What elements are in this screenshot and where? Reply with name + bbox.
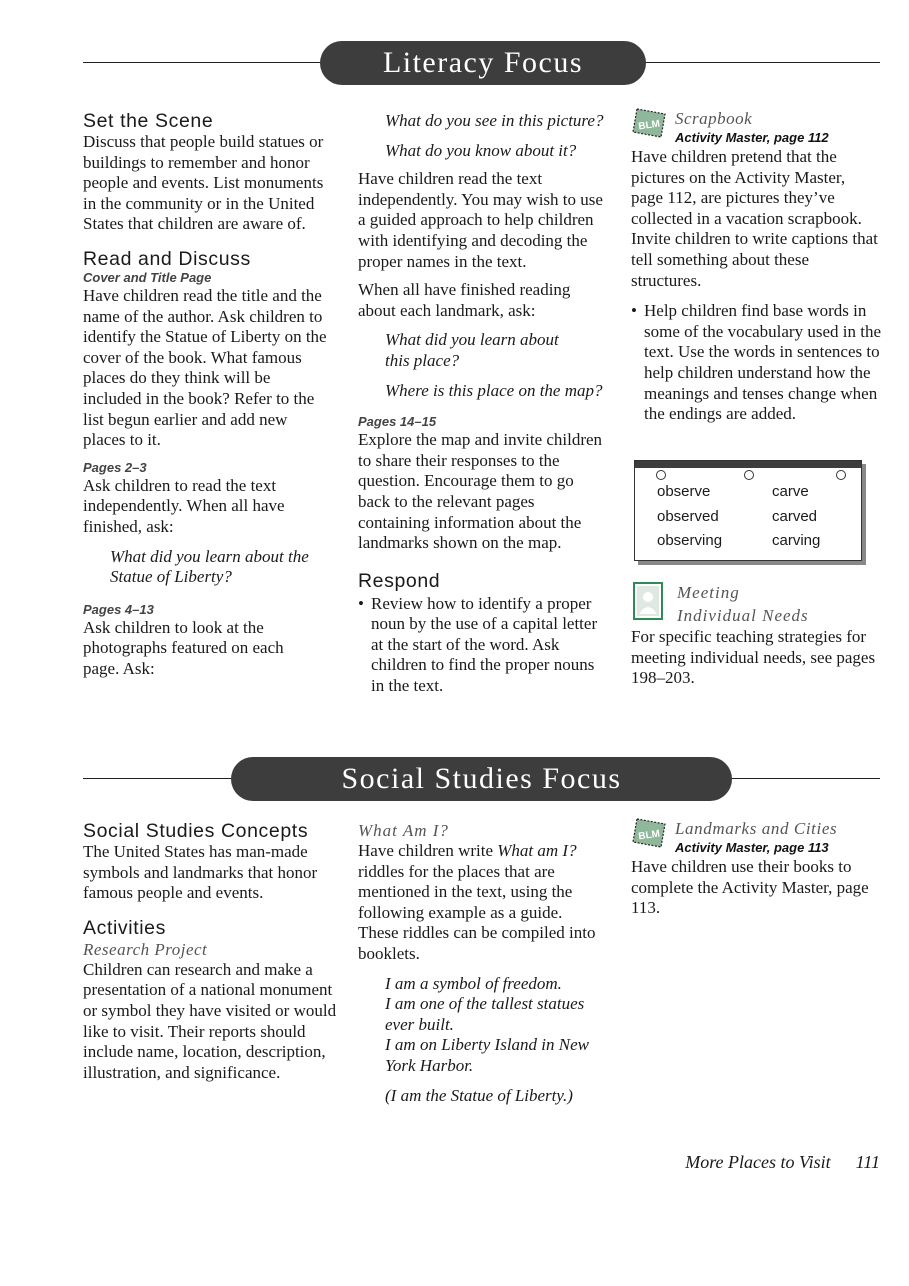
paragraph: Have children read the text independently. You may wish to use a guided approach to help children with identifying and decoding the proper names in the text.: [358, 169, 603, 271]
list-item: [631, 301, 881, 425]
footer-title: More Places to Visit: [685, 1152, 831, 1172]
activity-master-ref: Activity Master, page 112: [675, 130, 829, 145]
scrapbook-header: [631, 108, 881, 146]
person-icon: [633, 582, 663, 620]
page-number: 111: [855, 1152, 880, 1172]
blm-icon: [631, 818, 667, 848]
vocab-word: carved: [772, 507, 818, 525]
heading-read-and-discuss: Read and Discuss: [83, 247, 251, 270]
scrapbook-title: Scrapbook: [675, 109, 753, 128]
list-item: [358, 594, 606, 697]
meeting-header: [631, 582, 881, 626]
paragraph: Explore the map and invite children to share their responses to the question. Encourage them to go back to the relevant pages containing information about the landmarks shown on the map.: [358, 430, 603, 553]
subheading-what-am-i: What Am I?: [358, 821, 449, 840]
bullet-text: Help children find base words in some of the vocabulary used in the text. Use the words in sentences to help children understand how the meanings and tenses change when the endings are added.: [644, 301, 881, 424]
meeting-title-line-2: Individual Needs: [677, 606, 809, 625]
question: What do you see in this picture?: [385, 111, 604, 130]
paragraph: Have children pretend that the pictures on the Activity Master, page 112, are pictures they’ve collected in a vacation scrapbook. Invite children to write captions that tell something about these structures.: [631, 147, 878, 290]
paragraph: Discuss that people build statues or buildings to remember and honor people and events. List monuments in the community or in the United States that children are aware of.: [83, 132, 324, 234]
paragraph: Have children write What am I? riddles for the places that are mentioned in the text, using the following example as a guide. These riddles can be compiled into booklets.: [358, 841, 596, 963]
paragraph: Have children use their books to complete the Activity Master, page 113.: [631, 857, 869, 918]
subheading-pages-14-15: Pages 14–15: [358, 414, 437, 430]
meeting-title-line-1: Meeting: [677, 583, 740, 602]
literacy-focus-banner: [83, 41, 880, 87]
landmarks-header: [631, 818, 881, 856]
vocab-word: carving: [772, 532, 821, 549]
social-column-3: [631, 818, 881, 919]
riddle-line: I am on Liberty Island in New York Harbor.: [385, 1035, 589, 1075]
social-column-1: [83, 820, 338, 1083]
question: What did you learn about this place?: [385, 330, 559, 370]
meeting-needs-block: [631, 582, 881, 689]
riddle-line: I am a symbol of freedom.: [385, 973, 562, 993]
heading-respond: Respond: [358, 569, 441, 592]
vocabulary-card: [634, 460, 862, 561]
vocab-word: observing: [657, 532, 723, 549]
riddle: [358, 974, 600, 1107]
question: What did you learn about the Statue of Liberty?: [110, 546, 309, 587]
literacy-column-1: [83, 110, 333, 679]
section-title: Social Studies Focus: [231, 757, 732, 801]
paragraph: Ask children to read the text independently. When all have finished, ask:: [83, 475, 285, 536]
blm-icon: [631, 108, 667, 138]
heading-set-the-scene: Set the Scene: [83, 110, 214, 132]
subheading-pages-2-3: Pages 2–3: [83, 459, 147, 475]
svg-text:BLM: BLM: [637, 828, 661, 843]
subheading-pages-4-13: Pages 4–13: [83, 601, 154, 617]
paragraph: Have children read the title and the name of the author. Ask children to identify the Statue of Liberty on the cover of the book. What famous places do they think will be included in the book? Refer to the list begun earlier and add new places to it.: [83, 285, 327, 450]
heading-activities: Activities: [83, 916, 166, 939]
question: What do you know about it?: [385, 140, 577, 160]
card-binding: [635, 461, 861, 468]
literacy-column-3: [631, 108, 881, 425]
paragraph: Ask children to look at the photographs featured on each page. Ask:: [83, 617, 284, 678]
bullet-icon: •: [358, 593, 364, 613]
paragraph: Children can research and make a presentation of a national monument or symbol they have visited or would like to visit. Their reports should include name, location, description, illustration, and significance.: [83, 959, 337, 1082]
vocab-word: carve: [772, 483, 809, 500]
social-column-2: [358, 820, 606, 1106]
subheading-research-project: Research Project: [83, 939, 208, 959]
vocab-word: observed: [657, 507, 719, 525]
section-title: Literacy Focus: [320, 41, 646, 85]
svg-text:BLM: BLM: [637, 118, 661, 133]
riddle-line: I am one of the tallest statues ever built.: [385, 994, 585, 1034]
activity-master-ref: Activity Master, page 113: [675, 840, 829, 855]
literacy-column-2: [358, 111, 606, 697]
paragraph: When all have finished reading about each landmark, ask:: [358, 280, 571, 320]
subheading-cover: Cover and Title Page: [83, 269, 212, 285]
card-holes: [635, 468, 861, 480]
heading-social-studies-concepts: Social Studies Concepts: [83, 820, 309, 842]
bullet-text: Review how to identify a proper noun by the use of a capital letter at the start of the word. Ask children to find the proper nouns in the text.: [371, 593, 598, 696]
paragraph: The United States has man-made symbols and landmarks that honor famous people and events.: [83, 842, 318, 903]
question: Where is this place on the map?: [385, 380, 603, 400]
social-studies-focus-banner: [83, 757, 880, 803]
riddle-answer: (I am the Statue of Liberty.): [385, 1085, 573, 1105]
paragraph: For specific teaching strategies for meeting individual needs, see pages 198–203.: [631, 627, 876, 688]
bullet-icon: •: [631, 301, 637, 321]
page-footer: [600, 1152, 880, 1173]
vocab-word: observe: [657, 483, 711, 500]
landmarks-title: Landmarks and Cities: [675, 819, 838, 838]
